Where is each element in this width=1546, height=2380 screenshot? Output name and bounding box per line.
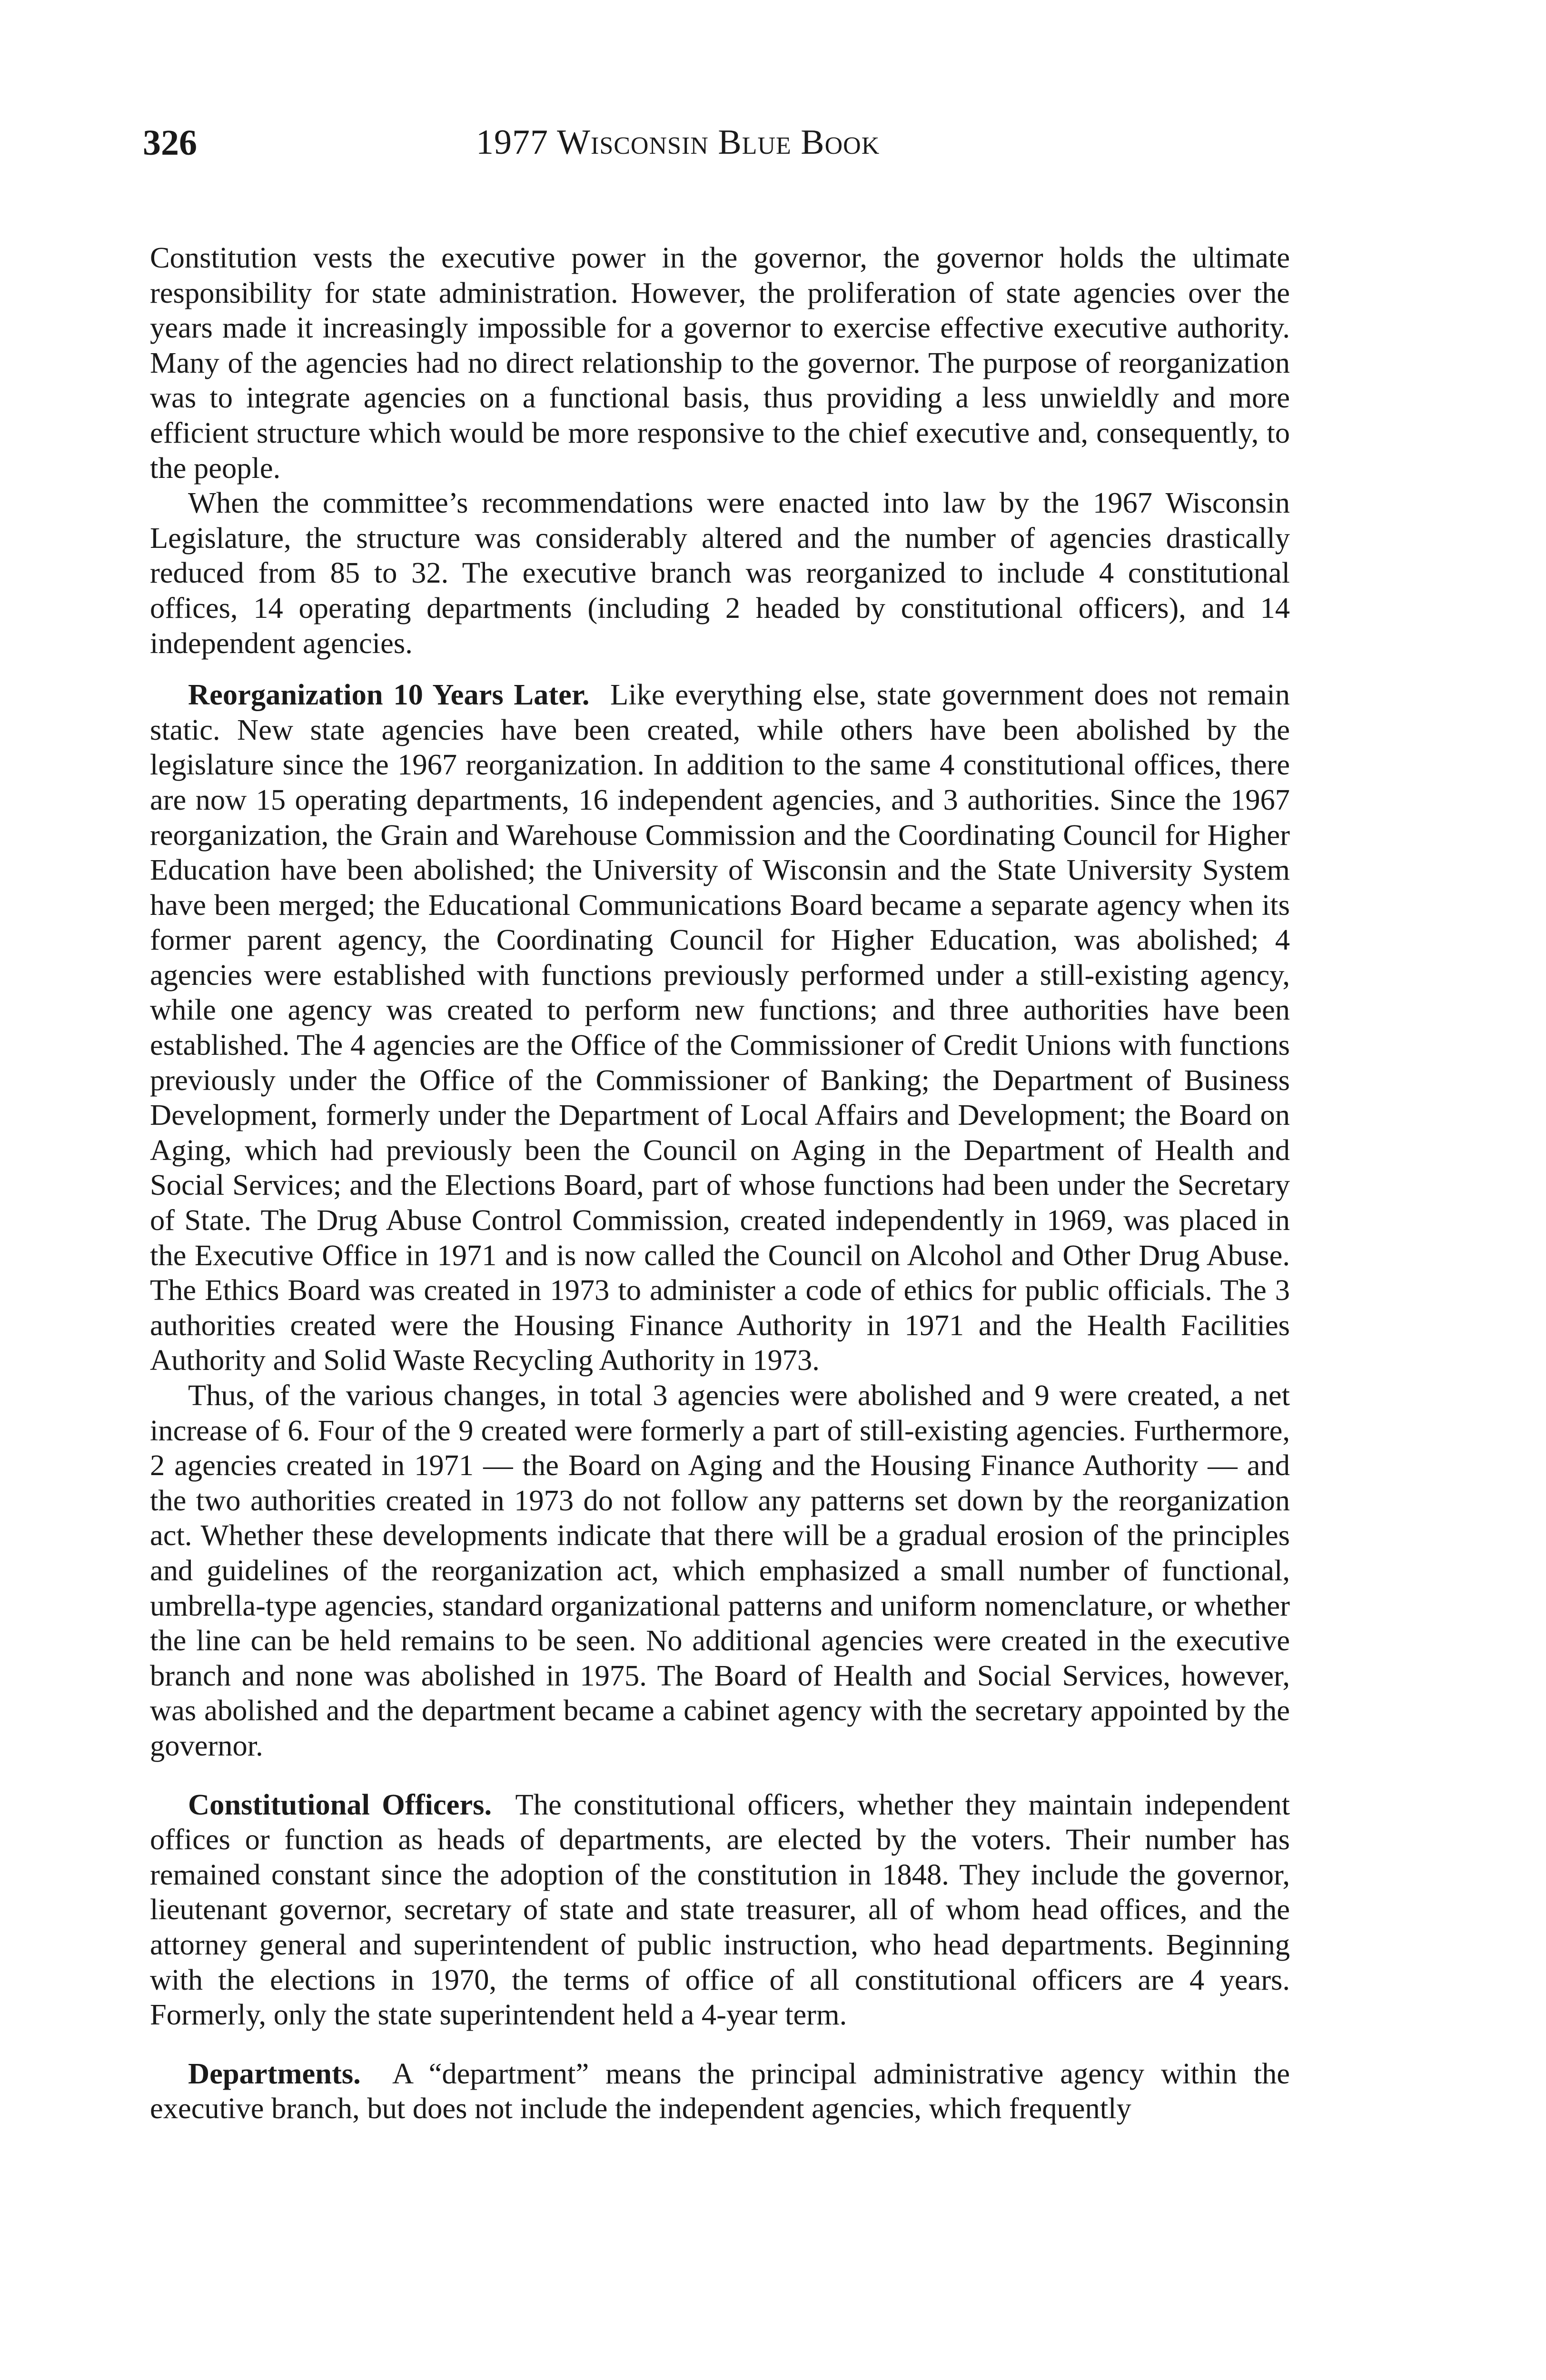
section-heading: Constitutional Officers. [188,1787,504,1821]
section-paragraph [150,677,1290,1378]
paragraph-text: When the committee’s recommendations were enacted into law by the 1967 Wisconsin Legislature, the structure was considerably altered and the number of agencies drastically reduced from 85 to 32. The executive branch was reorganized to include 4 constitutional offices, 14 operating departments (including 2 headed by constitutional officers), and 14 independent agencies. [150,486,1290,660]
section-heading: Reorganization 10 Years Later. [188,678,600,712]
page-number: 326 [143,123,197,163]
body-text [150,240,1290,2126]
paragraph-text: A “department” means the principal administrative agency within the executive branch, but does not include the independent agencies, which frequently [150,2056,1290,2125]
paragraph-text: Constitution vests the executive power in the governor, the governor holds the ultimate responsibility for state administration. However, the proliferation of state agencies over the years made it increasingly impossible for a governor to exercise effective executive authority. Many of the agencies had no direct relationship to the governor. The purpose of reorganization was to integrate agencies on a functional basis, thus providing a less unwieldly and more efficient structure which would be more responsive to the chief executive and, consequently, to the people. [150,241,1290,485]
paragraph [150,1378,1290,1764]
paragraph-text: Like everything else, state government does not remain static. New state agencies have been created, while others have been abolished by the legislature since the 1967 reorganization. In addition to the same 4 constitutional offices, there are now 15 operating departments, 16 independent agencies, and 3 authorities. Since the 1967 reorganization, the Grain and Warehouse Commission and the Coordinating Council for Higher Education have been abolished; the University of Wisconsin and the State University System have been merged; the Educational Communications Board became a separate agency when its former parent agency, the Coordinating Council for Higher Education, was abolished; 4 agencies were established with functions previously performed under a still-existing agency, while one agency was created to perform new functions; and three authorities have been established. The 4 agencies are the Office of the Commissioner of Credit Unions with functions previously under the Office of the Commissioner of Banking; the Department of Business Development, formerly under the Department of Local Affairs and Development; the Board on Aging, which had previously been the Council on Aging in the Department of Health and Social Services; and the Elections Board, part of whose functions had been under the Secretary of State. The Drug Abuse Control Commission, created independently in 1969, was placed in the Executive Office in 1971 and is now called the Council on Alcohol and Other Drug Abuse. The Ethics Board was created in 1973 to administer a code of ethics for public officials. The 3 authorities created were the Housing Finance Authority in 1971 and the Health Facilities Authority and Solid Waste Recycling Authority in 1973. [150,678,1290,1377]
paragraph [150,240,1290,486]
paragraph [150,486,1290,661]
running-title: 1977 Wisconsin Blue Book [476,123,880,162]
paragraph-text: The constitutional officers, whether they maintain independent offices or function as heads of departments, are elected by the voters. Their number has remained constant since the adoption of the constitution in 1848. They include the governor, lieutenant governor, secretary of state and state treasurer, all of whom head offices, and the attorney general and superintendent of public instruction, who head departments. Beginning with the elections in 1970, the terms of office of all constitutional officers are 4 years. Formerly, only the state superintendent held a 4-year term. [150,1787,1290,2032]
section-heading: Departments. [188,2056,377,2090]
page-header [143,125,1361,172]
paragraph-text: Thus, of the various changes, in total 3 agencies were abolished and 9 were created, a net increase of 6. Four of the 9 created were formerly a part of still-existing agencies. Furthermore, 2 agencies created in 1971 — the Board on Aging and the Housing Finance Authority — and the two authorities created in 1973 do not follow any patterns set down by the reorganization act. Whether these developments indicate that there will be a gradual erosion of the principles and guidelines of the reorganization act, which emphasized a small number of functional, umbrella-type agencies, standard organizational patterns and uniform nomenclature, or whether the line can be held remains to be seen. No additional agencies were created in the executive branch and none was abolished in 1975. The Board of Health and Social Services, however, was abolished and the department became a cabinet agency with the secretary appointed by the governor. [150,1378,1290,1762]
section-paragraph [150,1787,1290,2033]
section-paragraph [150,2056,1290,2126]
